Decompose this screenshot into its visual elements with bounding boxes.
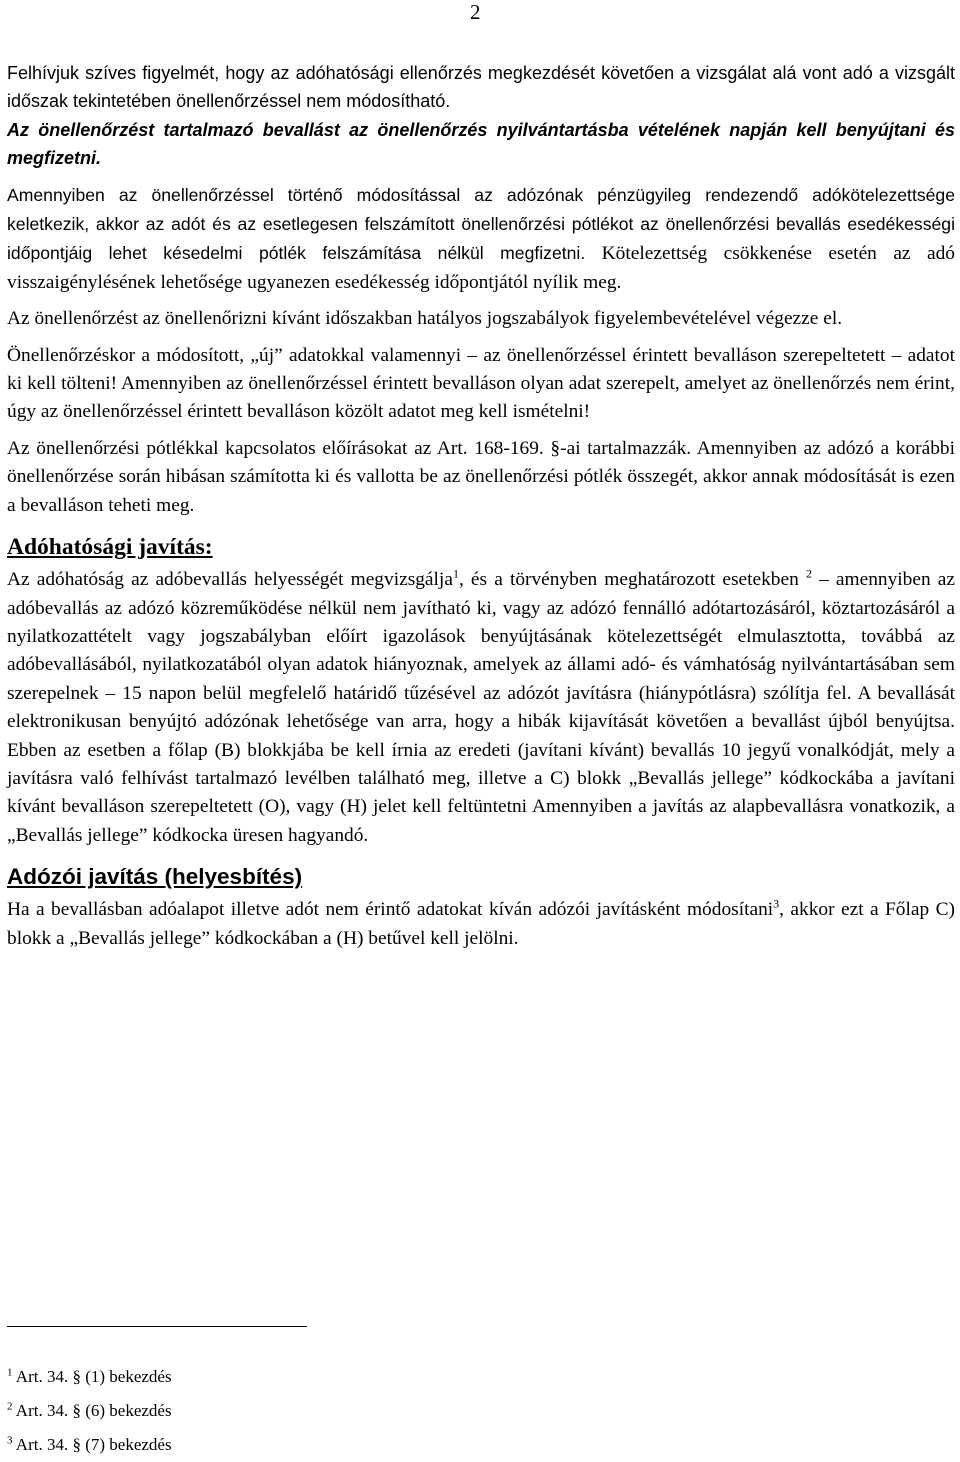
page-number: 2 (470, 0, 481, 24)
footnote-number: 3 (7, 1434, 13, 1447)
paragraph-legislation: Az önellenőrzést az önellenőrizni kívánt időszakban hatályos jogszabályok figyelembevételével végezze el. (7, 308, 843, 330)
footnote-3 (7, 1428, 172, 1462)
footnote-1 (7, 1360, 172, 1394)
heading-authority-correction: Adóhatósági javítás: (7, 534, 213, 561)
footnote-ref-2: 2 (805, 566, 812, 581)
paragraph-payment (7, 181, 955, 298)
paragraph-surcharge: Az önellenőrzési pótlékkal kapcsolatos előírásokat az Art. 168-169. §-ai tartalmazzák. Amennyiben az adózó a korábbi önellenőrzése során hibásan számította ki és vallotta be az önellenőrzési pótlék összegét, akkor annak módosítását is ezen a bevalláson teheti meg. (7, 437, 955, 516)
footnote-text: Art. 34. § (6) bekezdés (12, 1401, 172, 1420)
footnote-text: Art. 34. § (7) bekezdés (12, 1435, 172, 1454)
paragraph-authority-correction (7, 566, 955, 850)
page-body (7, 59, 955, 953)
footnote-number: 2 (7, 1400, 13, 1413)
footnote-number: 1 (7, 1366, 13, 1379)
footnote-2 (7, 1394, 172, 1428)
text-part: , akkor ezt a Főlap C) blokk a „Bevallás jellege” kódkockában a (H) betűvel kell jelölni. (7, 899, 955, 949)
footnote-ref-3: 3 (773, 896, 780, 911)
paragraph-payment-part1: Amennyiben az önellenőrzéssel történő módosítással az adózónak pénzügyileg rendezendő adókötelezettsége keletkezik, akkor az adót és az esetlegesen felszámított önellenőrzési pótlékot az önellenőrzési bevallás esedékességi időpontjáig lehet késedelmi pótlék felszámítása nélkül megfizetni. (7, 184, 955, 264)
paragraph-deadline: Az önellenőrzést tartalmazó bevallást az önellenőrzés nyilvántartásba vételének napján kell benyújtani és megfizetni. (7, 119, 955, 169)
paragraph-payment-part2: Kötelezettség csökkenése esetén az adó visszaigénylésének lehetősége ugyanezen esedékesség időpontjától nyílik meg. (7, 243, 955, 293)
heading-taxpayer-correction: Adózói javítás (helyesbítés) (7, 864, 303, 890)
text-part: – amennyiben az adóbevallás az adózó közreműködése nélkül nem javítható ki, vagy az adózó fennálló adótartozásáról, köztartozásáról a nyilatkozattételt vagy jogszabályban előírt igazolások benyújtásának kötelezettségét elmulasztotta, továbbá az adóbevallásából, nyilatkozatából olyan adatok hiányoznak, amelyek az állami adó- és vámhatóság nyilvántartásában sem szerepelnek – 15 napon belül megfelelő határidő tűzésével az adózót javításra (hiánypótlásra) szólítja fel. A bevallását elektronikusan benyújtó adózónak lehetősége van arra, hogy a hibák kijavítását követően a bevallást újból benyújtsa. Ebben az esetben a főlap (B) blokkjába be kell írnia az eredeti (javítani kívánt) bevallás 10 jegyű vonalkódját, mely a javításra való felhívást tartalmazó levélben található meg, illetve a C) blokk „Bevallás jellege” kódkockába a javítani kívánt bevalláson szerepeltetett (O), vagy (H) jelet kell feltüntetni Amennyiben a javítás az alapbevallásra vonatkozik, a „Bevallás jellege” kódkocka üresen hagyandó. (7, 569, 956, 846)
text-part: , és a törvényben meghatározott esetekben (458, 569, 799, 591)
footnote-separator (7, 1326, 307, 1327)
paragraph-taxpayer-correction (7, 896, 955, 953)
footnote-ref-1: 1 (452, 566, 459, 581)
paragraph-new-data: Önellenőrzéskor a módosított, „új” adatokkal valamennyi – az önellenőrzéssel érintett bevalláson szerepeltetett – adatot ki kell tölteni! Amennyiben az önellenőrzéssel érintett bevalláson olyan adat szerepelt, amelyet az önellenőrzés nem érint, úgy az önellenőrzéssel érintett bevalláson közölt adatot meg kell ismételni! (7, 344, 955, 423)
footnotes (7, 1360, 172, 1462)
footnote-text: Art. 34. § (1) bekezdés (12, 1367, 172, 1386)
text-part: Ha a bevallásban adóalapot illetve adót nem érintő adatokat kíván adózói javításként módosítani (7, 899, 774, 921)
text-part: Az adóhatóság az adóbevallás helyességét megvizsgálja (7, 569, 453, 591)
paragraph-warning: Felhívjuk szíves figyelmét, hogy az adóhatósági ellenőrzés megkezdését követően a vizsgálat alá vont adó a vizsgált időszak tekintetében önellenőrzéssel nem módosítható. (7, 63, 955, 112)
